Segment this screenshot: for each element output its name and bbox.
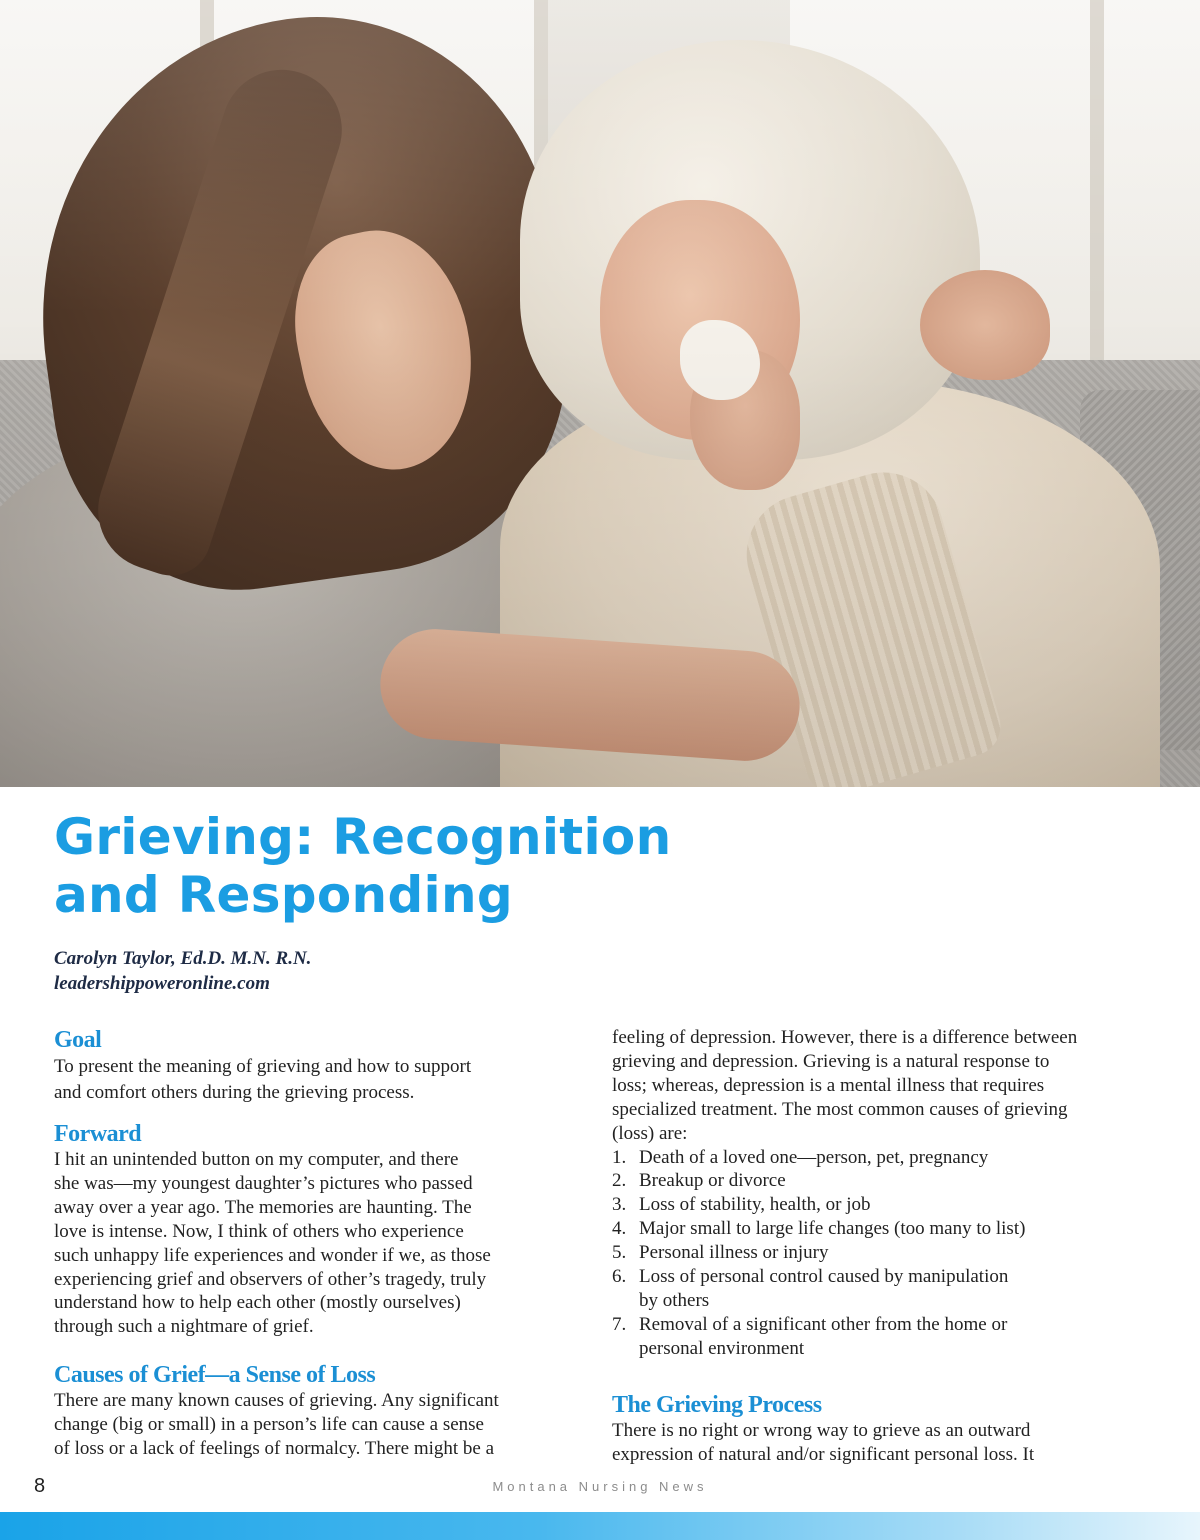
text-line: such unhappy life experiences and wonder if we, as those bbox=[54, 1244, 491, 1266]
text-line: experiencing grief and observers of other’s tragedy, truly bbox=[54, 1268, 487, 1290]
list-item: 1. Death of a loved one—person, pet, pregnancy bbox=[612, 1146, 989, 1168]
text-line: love is intense. Now, I think of others who experience bbox=[54, 1220, 464, 1242]
text-line: feeling of depression. However, there is a difference between bbox=[612, 1027, 1078, 1048]
text-line: understand how to help each other (mostly ourselves) bbox=[54, 1292, 461, 1314]
causes-paragraph bbox=[54, 1389, 568, 1461]
forward-paragraph bbox=[54, 1148, 568, 1339]
list-item: 7. Removal of a significant other from the home or personal environment bbox=[612, 1313, 1008, 1359]
text-line: away over a year ago. The memories are haunting. The bbox=[54, 1196, 472, 1218]
footer-gradient-bar bbox=[0, 1512, 1200, 1540]
text-line: There is no right or wrong way to grieve as an outward bbox=[612, 1419, 1031, 1441]
byline bbox=[54, 946, 654, 996]
page-number: 8 bbox=[34, 1475, 46, 1497]
goal-paragraph bbox=[54, 1054, 568, 1106]
list-item: 4. Major small to large life changes (too many to list) bbox=[612, 1218, 1026, 1240]
list-item: 3. Loss of stability, health, or job bbox=[612, 1194, 871, 1216]
author-website[interactable]: leadershippoweronline.com bbox=[54, 973, 270, 994]
column-left bbox=[54, 1026, 568, 1461]
section-heading-causes: Causes of Grief—a Sense of Loss bbox=[54, 1362, 376, 1389]
text-line: grieving and depression. Grieving is a natural response to bbox=[612, 1050, 1050, 1072]
text-line: expression of natural and/or significant personal loss. It bbox=[612, 1443, 1035, 1465]
text-line: There are many known causes of grieving. Any significant bbox=[54, 1390, 499, 1412]
text-line: loss; whereas, depression is a mental illness that requires bbox=[612, 1074, 1045, 1096]
title-line: and Responding bbox=[54, 866, 513, 924]
list-item: 2. Breakup or divorce bbox=[612, 1170, 786, 1192]
publication-name: Montana Nursing News bbox=[492, 1479, 708, 1494]
article-title bbox=[54, 808, 954, 924]
text-line: (loss) are: bbox=[612, 1122, 688, 1144]
text-line: through such a nightmare of grief. bbox=[54, 1316, 314, 1338]
causes-list bbox=[612, 1146, 1152, 1361]
list-item: 6. Loss of personal control caused by manipulation by others bbox=[612, 1266, 1009, 1311]
section-heading-goal: Goal bbox=[54, 1027, 102, 1053]
text-line: To present the meaning of grieving and how to support bbox=[54, 1056, 472, 1077]
text-line: and comfort others during the grieving process. bbox=[54, 1082, 415, 1103]
process-paragraph bbox=[612, 1419, 1152, 1467]
text-line: I hit an unintended button on my computer, and there bbox=[54, 1149, 459, 1170]
text-line: she was—my youngest daughter’s pictures who passed bbox=[54, 1172, 473, 1194]
section-heading-forward: Forward bbox=[54, 1121, 142, 1147]
text-line: change (big or small) in a person’s life can cause a sense bbox=[54, 1414, 484, 1436]
causes-paragraph-continued bbox=[612, 1026, 1152, 1146]
author-name: Carolyn Taylor, Ed.D. M.N. R.N. bbox=[54, 948, 312, 969]
title-line: Grieving: Recognition bbox=[54, 808, 672, 866]
list-item: 5. Personal illness or injury bbox=[612, 1242, 829, 1264]
text-line: specialized treatment. The most common causes of grieving bbox=[612, 1098, 1068, 1120]
column-right bbox=[612, 1026, 1152, 1467]
section-heading-process: The Grieving Process bbox=[612, 1391, 822, 1418]
text-line: of loss or a lack of feelings of normalcy. There might be a bbox=[54, 1438, 495, 1460]
